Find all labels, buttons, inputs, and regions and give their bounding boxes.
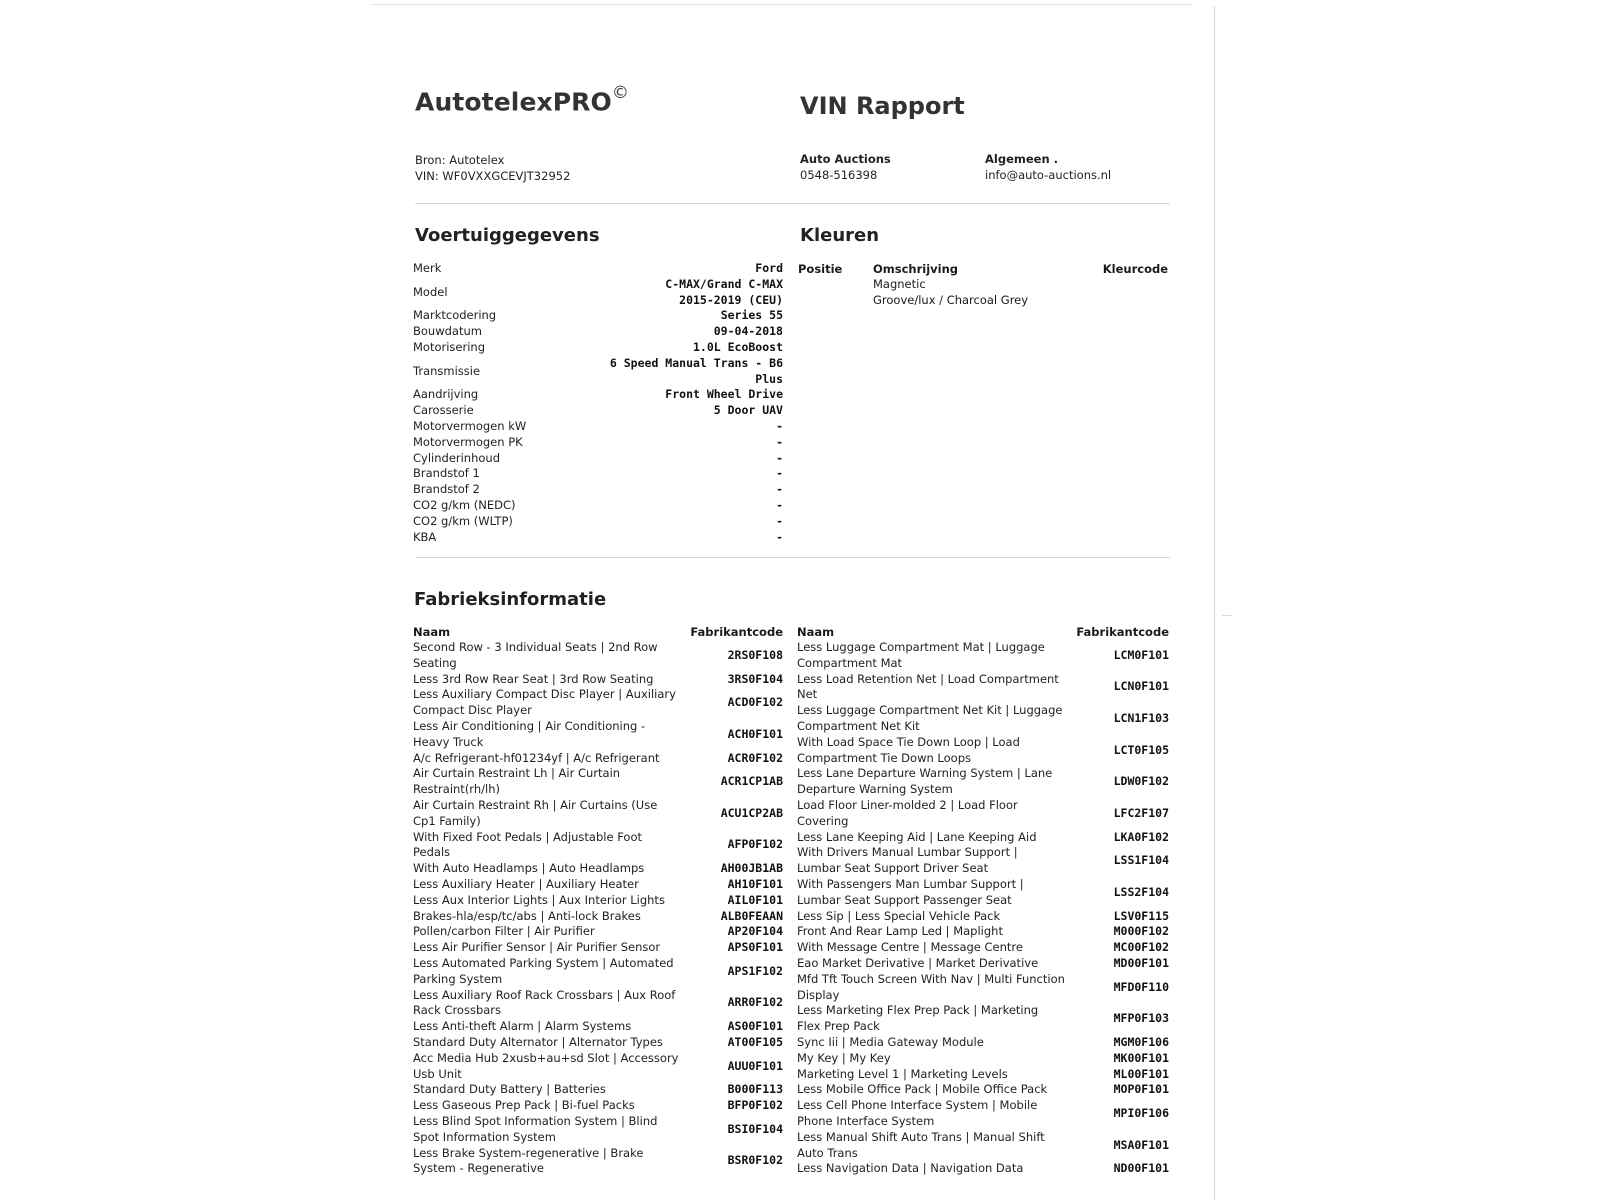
vehicle-field-value: - [776, 434, 783, 449]
vehicle-field-label: Model [413, 284, 448, 299]
vehicle-field-value: Front Wheel Drive [665, 387, 783, 402]
option-row [413, 1146, 783, 1178]
option-name: Standard Duty Alternator | Alternator Types [413, 1034, 663, 1049]
option-name: Less Mobile Office Pack | Mobile Office Pack [797, 1082, 1048, 1097]
option-name: Less Blind Spot Information System | Blind Spot Information System [413, 1113, 658, 1144]
option-row [413, 909, 783, 925]
option-name: Less Luggage Compartment Net Kit | Luggage Compartment Net Kit [797, 703, 1063, 733]
option-code: LSS2F104 [1113, 884, 1169, 899]
contact-label: Algemeen . [985, 152, 1059, 166]
option-name: Less 3rd Row Rear Seat | 3rd Row Seating [413, 671, 654, 686]
option-row [413, 1098, 783, 1114]
vehicle-row [413, 277, 783, 309]
col-name: Naam [797, 625, 835, 639]
option-name: Less Aux Interior Lights | Aux Interior Lights [413, 892, 665, 907]
option-name: Less Marketing Flex Prep Pack | Marketing Flex Prep Pack [797, 1003, 1039, 1034]
vehicle-field-label: Cylinderinhoud [413, 450, 501, 465]
col-position: Positie [798, 262, 843, 276]
vehicle-row [413, 451, 783, 467]
option-code: 2RS0F108 [727, 647, 783, 662]
option-row [413, 640, 783, 672]
vehicle-row [413, 498, 783, 514]
option-row [797, 1098, 1169, 1130]
option-row [797, 640, 1169, 672]
option-code: MFD0F110 [1113, 979, 1169, 994]
option-name: Less Navigation Data | Navigation Data [797, 1161, 1024, 1176]
option-code: BFP0F102 [727, 1098, 783, 1113]
option-row [797, 830, 1169, 846]
source-info [415, 152, 570, 184]
source-line: Bron: Autotelex [415, 153, 505, 167]
option-code: MPI0F106 [1113, 1106, 1169, 1120]
vehicle-field-label: Motorvermogen kW [413, 418, 527, 433]
vehicle-field-value: - [776, 466, 783, 481]
option-code: ACR0F102 [727, 750, 783, 765]
option-name: Less Brake System-regenerative | Brake System - Regenerative [413, 1145, 644, 1176]
option-name: Less Automated Parking System | Automated Parking System [413, 955, 674, 986]
option-name: Less Lane Departure Warning System | Lane Departure Warning System [797, 766, 1053, 797]
option-name: Less Gaseous Prep Pack | Bi-fuel Packs [413, 1098, 635, 1113]
report-title: VIN Rapport [800, 92, 965, 120]
vehicle-row [413, 482, 783, 498]
option-code: APS1F102 [727, 963, 783, 978]
option-code: M000F102 [1113, 924, 1169, 939]
col-color-code: Kleurcode [1102, 262, 1168, 276]
option-code: LCM0F101 [1113, 647, 1169, 662]
option-row [413, 766, 783, 798]
scan-edge-right [1214, 6, 1215, 1200]
option-row [797, 1130, 1169, 1162]
option-name: Pollen/carbon Filter | Air Purifier [413, 924, 595, 939]
option-code: AH10F101 [727, 876, 783, 891]
option-row [797, 924, 1169, 940]
option-name: Less Air Purifier Sensor | Air Purifier Sensor [413, 940, 661, 955]
vehicle-field-value: Series 55 [720, 308, 783, 323]
option-code: ACD0F102 [727, 695, 783, 710]
vehicle-row [413, 340, 783, 356]
option-name: Less Lane Keeping Aid | Lane Keeping Aid [797, 829, 1037, 844]
option-row [797, 956, 1169, 972]
option-name: Load Floor Liner-molded 2 | Load Floor Covering [797, 797, 1018, 828]
vehicle-row [413, 419, 783, 435]
option-code: BSI0F104 [727, 1121, 783, 1136]
colors-header [798, 261, 1168, 277]
option-code: ALB0FEAAN [720, 908, 783, 923]
option-code: BSR0F102 [727, 1153, 783, 1168]
dealer-phone: 0548-516398 [800, 168, 878, 182]
factory-section-title: Fabrieksinformatie [414, 589, 607, 610]
option-code: ACU1CP2AB [720, 805, 783, 820]
scan-mark [1222, 615, 1232, 616]
vehicle-row [413, 466, 783, 482]
option-code: LSV0F115 [1113, 908, 1169, 923]
vehicle-field-value: 1.0L EcoBoost [692, 339, 783, 354]
option-name: Second Row - 3 Individual Seats | 2nd Row Seating [413, 640, 658, 670]
option-row [797, 766, 1169, 798]
contact-info [985, 151, 1111, 183]
vehicle-row [413, 514, 783, 530]
option-row [797, 1035, 1169, 1051]
vehicle-field-value: - [776, 482, 783, 497]
option-row [797, 798, 1169, 830]
option-code: ML00F101 [1113, 1066, 1169, 1081]
option-code: AP20F104 [727, 924, 783, 939]
vehicle-field-label: KBA [413, 529, 437, 544]
vehicle-field-value: - [776, 513, 783, 528]
vehicle-row [413, 324, 783, 340]
option-name: With Fixed Foot Pedals | Adjustable Foot Pedals [413, 829, 642, 860]
option-row [797, 735, 1169, 767]
option-code: LCN1F103 [1113, 711, 1169, 726]
divider [415, 203, 1170, 204]
vehicle-row [413, 356, 783, 388]
option-code: LDW0F102 [1113, 774, 1169, 789]
option-row [413, 672, 783, 688]
option-code: ND00F101 [1113, 1161, 1169, 1176]
option-name: With Message Centre | Message Centre [797, 940, 1023, 955]
option-row [413, 988, 783, 1020]
option-code: LSS1F104 [1113, 853, 1169, 868]
option-row [413, 893, 783, 909]
vehicle-row [413, 387, 783, 403]
option-name: Acc Media Hub 2xusb+au+sd Slot | Accessory Usb Unit [413, 1050, 679, 1081]
vehicle-field-value: - [776, 529, 783, 544]
col-manufacturer-code: Fabrikantcode [690, 625, 783, 639]
option-row [797, 1082, 1169, 1098]
option-name: Mfd Tft Touch Screen With Nav | Multi Function Display [797, 971, 1065, 1002]
vin-line: VIN: WF0VXXGCEVJT32952 [415, 169, 571, 183]
option-row [413, 1114, 783, 1146]
option-row [413, 751, 783, 767]
option-row [797, 703, 1169, 735]
option-code: APS0F101 [727, 940, 783, 955]
option-name: Eao Market Derivative | Market Derivative [797, 955, 1039, 970]
option-row [413, 1019, 783, 1035]
option-name: Brakes-hla/esp/tc/abs | Anti-lock Brakes [413, 908, 641, 923]
divider [415, 557, 1170, 558]
option-row [797, 845, 1169, 877]
option-code: B000F113 [727, 1082, 783, 1097]
option-code: MOP0F101 [1113, 1082, 1169, 1097]
option-row [413, 830, 783, 862]
option-name: With Load Space Tie Down Loop | Load Compartment Tie Down Loops [797, 734, 1020, 765]
vehicle-data-table [413, 261, 783, 545]
option-name: My Key | My Key [797, 1050, 891, 1065]
option-name: Less Sip | Less Special Vehicle Pack [797, 908, 1001, 923]
option-code: MC00F102 [1113, 940, 1169, 955]
col-manufacturer-code: Fabrikantcode [1076, 625, 1169, 639]
factory-table-left [413, 624, 783, 1177]
option-row [797, 1067, 1169, 1083]
option-name: Front And Rear Lamp Led | Maplight [797, 924, 1003, 939]
vehicle-field-label: Brandstof 1 [413, 466, 480, 481]
option-row [797, 672, 1169, 704]
option-code: MSA0F101 [1113, 1137, 1169, 1152]
option-row [797, 1161, 1169, 1177]
vehicle-row [413, 308, 783, 324]
option-name: Less Luggage Compartment Mat | Luggage Compartment Mat [797, 640, 1045, 670]
option-name: Less Auxiliary Heater | Auxiliary Heater [413, 876, 639, 891]
option-row [797, 940, 1169, 956]
option-row [413, 956, 783, 988]
option-code: AH00JB1AB [720, 861, 783, 876]
vehicle-row [413, 435, 783, 451]
scan-edge-top [372, 4, 1192, 5]
vehicle-field-label: Brandstof 2 [413, 482, 480, 497]
option-code: AUU0F101 [727, 1058, 783, 1073]
option-code: ACH0F101 [727, 726, 783, 741]
option-row [797, 877, 1169, 909]
color-row [798, 277, 1168, 293]
color-row [798, 293, 1168, 309]
vehicle-field-value: - [776, 418, 783, 433]
option-name: Less Load Retention Net | Load Compartment Net [797, 671, 1059, 702]
option-name: Less Air Conditioning | Air Conditioning - Heavy Truck [413, 718, 646, 749]
vehicle-field-value: 6 Speed Manual Trans - B6 Plus [609, 355, 783, 386]
color-line-2: Groove/lux / Charcoal Grey [873, 293, 1029, 307]
vehicle-section-title: Voertuiggegevens [415, 225, 600, 246]
option-row [413, 861, 783, 877]
option-row [413, 719, 783, 751]
option-name: With Auto Headlamps | Auto Headlamps [413, 861, 645, 876]
option-code: AFP0F102 [727, 837, 783, 852]
vehicle-field-label: Motorvermogen PK [413, 434, 523, 449]
option-row [413, 924, 783, 940]
option-code: LFC2F107 [1113, 805, 1169, 820]
option-code: MK00F101 [1113, 1050, 1169, 1065]
col-name: Naam [413, 625, 451, 639]
option-code: AS00F101 [727, 1019, 783, 1034]
factory-table-right [797, 624, 1169, 1177]
option-name: Air Curtain Restraint Rh | Air Curtains (Use Cp1 Family) [413, 797, 658, 828]
vehicle-field-label: Motorisering [413, 339, 486, 354]
option-row [413, 798, 783, 830]
vehicle-field-label: CO2 g/km (NEDC) [413, 497, 516, 512]
option-name: Less Anti-theft Alarm | Alarm Systems [413, 1019, 632, 1034]
colors-table [798, 261, 1168, 309]
vehicle-field-label: Marktcodering [413, 308, 497, 323]
option-row [797, 1003, 1169, 1035]
option-row [797, 972, 1169, 1004]
vehicle-field-value: C-MAX/Grand C-MAX 2015-2019 (CEU) [665, 276, 783, 307]
option-name: Less Auxiliary Compact Disc Player | Auxiliary Compact Disc Player [413, 687, 676, 718]
vehicle-field-value: 09-04-2018 [713, 324, 783, 339]
col-description: Omschrijving [873, 262, 959, 276]
vehicle-field-value: - [776, 497, 783, 512]
vehicle-field-value: - [776, 450, 783, 465]
option-row [413, 687, 783, 719]
option-name: Sync Iii | Media Gateway Module [797, 1034, 984, 1049]
option-code: LCT0F105 [1113, 742, 1169, 757]
vehicle-row [413, 403, 783, 419]
vehicle-field-value: 5 Door UAV [713, 403, 783, 418]
option-code: MFP0F103 [1113, 1011, 1169, 1026]
option-name: A/c Refrigerant-hf01234yf | A/c Refrigerant [413, 750, 660, 765]
option-row [413, 1082, 783, 1098]
option-code: 3RS0F104 [727, 671, 783, 686]
option-row [797, 909, 1169, 925]
option-name: Less Cell Phone Interface System | Mobile Phone Interface System [797, 1098, 1038, 1128]
option-code: MD00F101 [1113, 955, 1169, 970]
option-row [413, 1035, 783, 1051]
vehicle-field-label: Merk [413, 261, 442, 275]
contact-email[interactable]: info@auto-auctions.nl [985, 168, 1112, 182]
option-name: Air Curtain Restraint Lh | Air Curtain Restraint(rh/lh) [413, 766, 621, 797]
colors-section-title: Kleuren [800, 225, 880, 246]
option-name: Less Manual Shift Auto Trans | Manual Shift Auto Trans [797, 1129, 1045, 1160]
vehicle-field-label: CO2 g/km (WLTP) [413, 513, 513, 528]
vehicle-row [413, 261, 783, 277]
option-code: AIL0F101 [727, 892, 783, 907]
option-row [413, 877, 783, 893]
dealer-info [800, 151, 891, 183]
option-name: With Passengers Man Lumbar Support | Lumbar Seat Support Passenger Seat [797, 876, 1024, 907]
option-code: ARR0F102 [727, 995, 783, 1010]
option-row [797, 1051, 1169, 1067]
vehicle-field-label: Aandrijving [413, 387, 479, 402]
option-row [413, 940, 783, 956]
option-row [413, 1051, 783, 1083]
dealer-name: Auto Auctions [800, 152, 891, 166]
vehicle-row [413, 530, 783, 546]
option-name: Marketing Level 1 | Marketing Levels [797, 1066, 1008, 1081]
vehicle-field-label: Carosserie [413, 403, 474, 418]
option-name: With Drivers Manual Lumbar Support | Lumbar Seat Support Driver Seat [797, 845, 1018, 876]
option-code: MGM0F106 [1113, 1034, 1169, 1049]
option-name: Less Auxiliary Roof Rack Crossbars | Aux Roof Rack Crossbars [413, 987, 676, 1018]
option-code: AT00F105 [727, 1034, 783, 1049]
option-code: LCN0F101 [1113, 679, 1169, 694]
color-line-1: Magnetic [873, 277, 926, 291]
brand-logo: AutotelexPRO© [415, 83, 629, 117]
option-code: ACR1CP1AB [720, 774, 783, 789]
vehicle-field-label: Bouwdatum [413, 324, 482, 339]
option-code: LKA0F102 [1113, 829, 1169, 844]
vehicle-field-value: Ford [755, 261, 783, 275]
option-name: Standard Duty Battery | Batteries [413, 1082, 606, 1097]
vehicle-field-label: Transmissie [413, 363, 481, 378]
